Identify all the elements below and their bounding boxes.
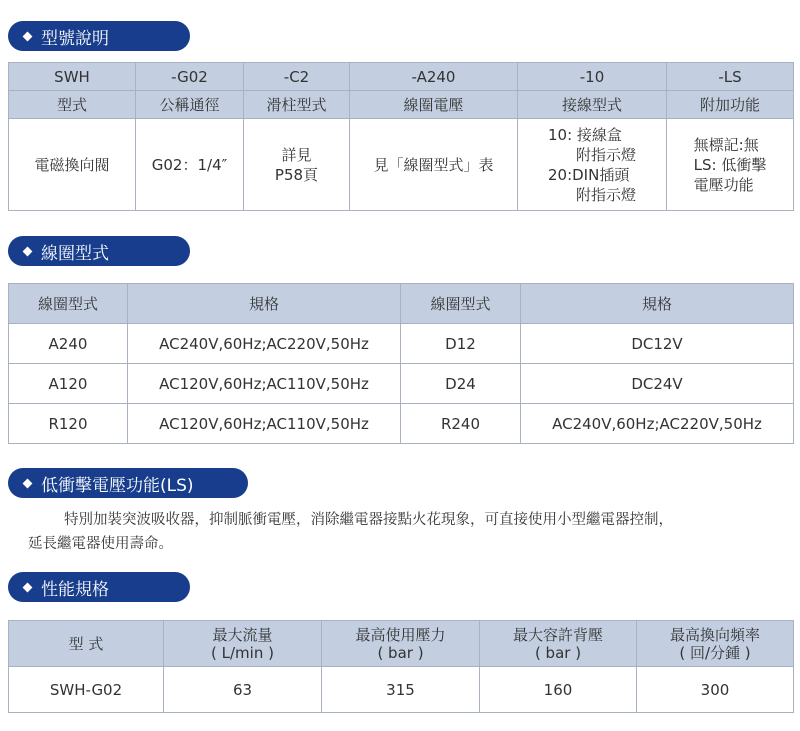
coil-cell: AC240V,60Hz;AC220V,50Hz [521, 404, 794, 444]
diamond-icon [23, 246, 33, 256]
coil-header: 線圈型式 [9, 284, 128, 324]
coil-table [8, 283, 794, 444]
performance-table [8, 620, 794, 713]
coil-cell: R120 [9, 404, 128, 444]
coil-cell: DC24V [521, 364, 794, 404]
code-cell: -C2 [244, 63, 350, 91]
coil-header: 線圈型式 [401, 284, 521, 324]
perf-header: 最高換向頻率 ( 回/分鍾 ) [637, 621, 794, 667]
label-cell: 附加功能 [667, 91, 794, 119]
diamond-icon [23, 31, 33, 41]
label-cell: 線圈電壓 [350, 91, 518, 119]
diamond-icon [23, 478, 33, 488]
coil-header: 規格 [128, 284, 401, 324]
coil-header: 規格 [521, 284, 794, 324]
coil-cell: A120 [9, 364, 128, 404]
coil-cell: AC240V,60Hz;AC220V,50Hz [128, 324, 401, 364]
perf-cell: 63 [164, 667, 322, 713]
coil-cell: D12 [401, 324, 521, 364]
section-title: 低衝擊電壓功能(LS) [41, 475, 194, 496]
perf-cell: 160 [480, 667, 637, 713]
label-cell: 接線型式 [518, 91, 667, 119]
section-header-model [8, 21, 190, 51]
perf-header: 型 式 [9, 621, 164, 667]
diamond-icon [23, 582, 33, 592]
label-cell: 滑柱型式 [244, 91, 350, 119]
table-row [9, 364, 794, 404]
perf-cell: 315 [322, 667, 480, 713]
coil-cell: D24 [401, 364, 521, 404]
type-value: 電磁換向閥 [9, 119, 136, 211]
perf-header: 最大流量 ( L/min ) [164, 621, 322, 667]
model-code-table [8, 62, 794, 211]
coil-cell: DC12V [521, 324, 794, 364]
wiring-value: 10: 接線盒 附指示燈 20:DIN插頭 附指示燈 [518, 119, 667, 211]
section-title: 性能規格 [41, 579, 109, 600]
bore-value: G02：1/4″ [136, 119, 244, 211]
code-cell: -LS [667, 63, 794, 91]
code-cell: SWH [9, 63, 136, 91]
section-header-perf [8, 572, 190, 602]
coil-cell: AC120V,60Hz;AC110V,50Hz [128, 364, 401, 404]
code-cell: -A240 [350, 63, 518, 91]
table-row [9, 404, 794, 444]
section-header-coil [8, 236, 190, 266]
section-title: 線圈型式 [41, 243, 109, 264]
label-cell: 型式 [9, 91, 136, 119]
ls-description: 特別加裝突波吸收器，抑制脈衝電壓，消除繼電器接點火花現象，可直接使用小型繼電器控制， 延長繼電器使用壽命。 [28, 512, 673, 552]
extra-value: 無標記:無 LS: 低衝擊 電壓功能 [667, 119, 794, 211]
perf-header: 最高使用壓力 ( bar ) [322, 621, 480, 667]
coil-cell: A240 [9, 324, 128, 364]
code-cell: -G02 [136, 63, 244, 91]
coil-cell: R240 [401, 404, 521, 444]
section-header-ls [8, 468, 248, 498]
coil-value: 見「線圈型式」表 [350, 119, 518, 211]
code-cell: -10 [518, 63, 667, 91]
label-cell: 公稱通徑 [136, 91, 244, 119]
perf-cell: 300 [637, 667, 794, 713]
section-title: 型號說明 [41, 28, 109, 49]
spool-value: 詳見 P58頁 [244, 119, 350, 211]
perf-header: 最大容許背壓 ( bar ) [480, 621, 637, 667]
table-row [9, 324, 794, 364]
table-row [9, 667, 794, 713]
coil-cell: AC120V,60Hz;AC110V,50Hz [128, 404, 401, 444]
perf-cell: SWH-G02 [9, 667, 164, 713]
